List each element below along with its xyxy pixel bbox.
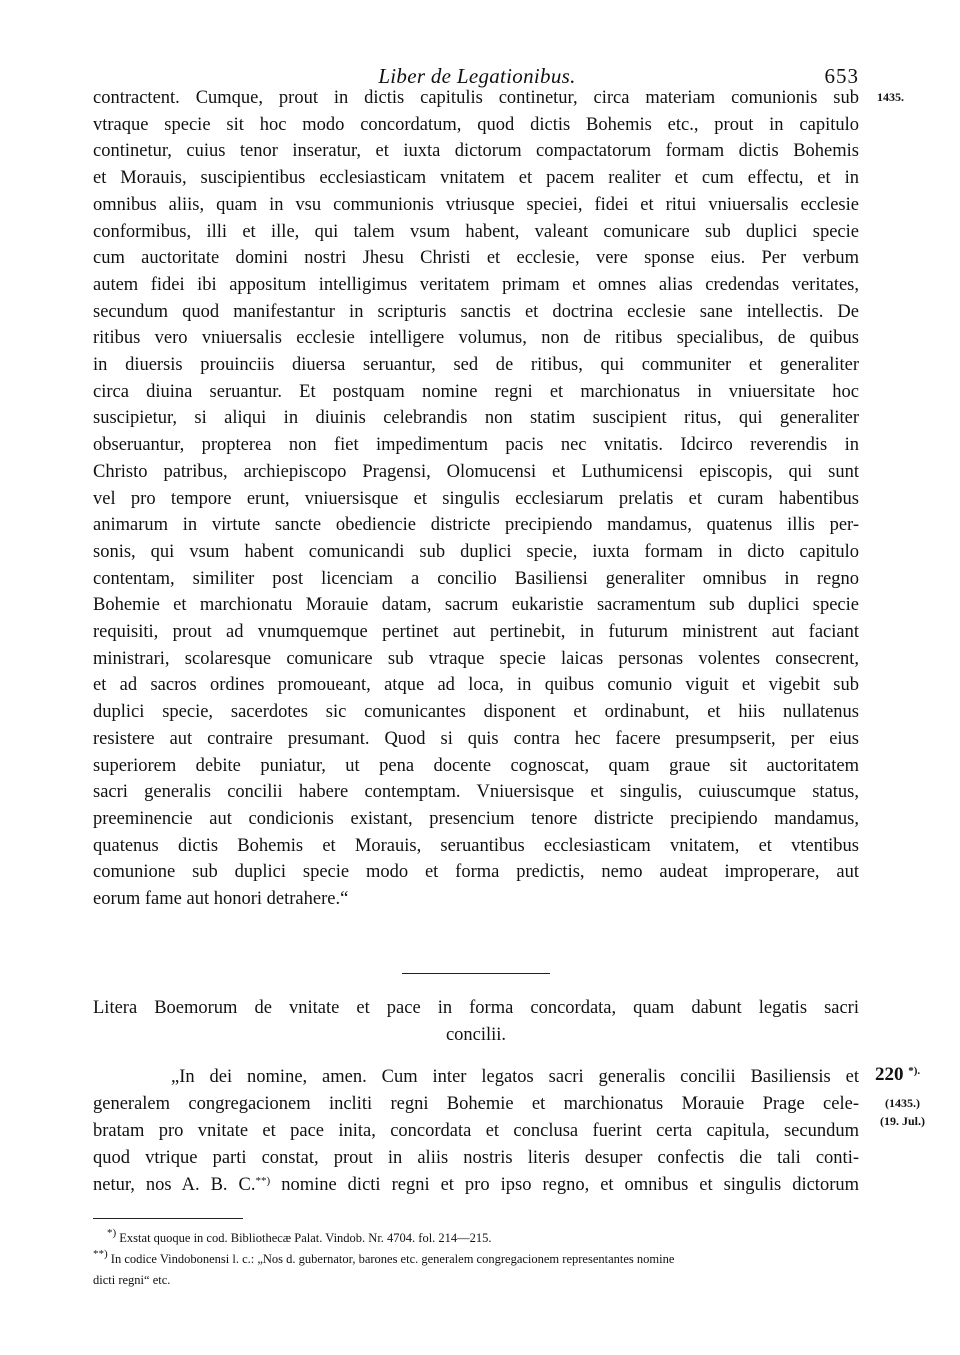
footnote-divider [93, 1218, 243, 1219]
main-text-line: sacri generalis concilii habere contemptam. Vniuersisque et singulis, cuiuscumque status, [93, 782, 859, 803]
main-text-line: autem fidei ibi appositum intelligimus veritatem primam et omnes alias credendas veritates, [93, 274, 859, 295]
document-number: 220 [875, 1064, 904, 1085]
main-text-line: comunione sub duplici specie modo et forma predictis, nemo audeat improperare, aut [93, 862, 859, 883]
main-text-line: resistere aut contraire presumant. Quod si quis contra hec facere presumpserit, per eius [93, 728, 859, 749]
main-text-body [93, 85, 859, 913]
main-text-line: animarum in virtute sancte obediencie districte precipiendo mandamus, quatenus illis per- [93, 515, 859, 536]
letter-line: generalem congregacionem incliti regni Bohemie et marchionatus Morauie Prage cele- [93, 1094, 859, 1114]
document-date-note [880, 1094, 925, 1130]
main-text-line: requisiti, prout ad vnumquemque pertinet aut pertinebit, in futurum ministrent aut faciant [93, 622, 859, 643]
main-text-line: vtraque specie sit hoc modo concordatum, quod dictis Bohemis etc., prout in capitulo [93, 114, 859, 135]
main-text-line: superiorem debite puniatur, ut pena docente cognoscat, quam graue sit auctoritatem [93, 755, 859, 776]
main-text-line: duplici specie, sacerdotes sic comunicantes disponent et ordinabunt, et hiis nullatenus [93, 702, 859, 723]
main-text-line: cum auctoritate domini nostri Jhesu Christi et ecclesie, vere sponse eius. Per verbum [93, 248, 859, 269]
main-text-line: contractent. Cumque, prout in dictis capitulis continetur, circa materiam comunionis sub [93, 88, 859, 108]
main-text-line: preeminencie aut condicionis existant, presencium tenore districte precipiendo mandamus, [93, 808, 859, 829]
main-text-line: continetur, cuius tenor inseratur, et iuxta dictorum compactatorum formam dictis Bohemis [93, 141, 859, 162]
section-heading-line-1: Litera Boemorum de vnitate et pace in forma concordata, quam dabunt legatis sacri [93, 998, 859, 1018]
main-text-line: Christo patribus, archiepiscopo Pragensi, Olomucensi et Luthumicensi episcopis, qui sunt [93, 461, 859, 482]
footnote-2-text: In codice Vindobonensi l. c.: „Nos d. gubernator, barones etc. generalem congregacionem representantes nomine [110, 1252, 675, 1266]
main-text-line: secundum quod manifestantur in scripturis sanctis et doctrina ecclesie sane intellectis. De [93, 301, 859, 322]
running-title: Liber de Legationibus. [378, 64, 576, 88]
footnote-2-continuation: dicti regni“ etc. [93, 1273, 171, 1287]
main-text-line: quatenus dictis Bohemis et Morauis, seruantibus ecclesiasticam vnitatem, et vtentibus [93, 835, 859, 856]
margin-year-note: 1435. [877, 90, 904, 104]
footnotes [93, 1228, 859, 1291]
letter-last-line-before: netur, nos A. B. C. [93, 1175, 256, 1195]
footnote-1 [93, 1228, 859, 1249]
footnote-1-mark: *) [107, 1227, 117, 1239]
main-text-line: contentam, similiter post licenciam a concilio Basiliensi generaliter omnibus in regno [93, 568, 859, 589]
document-date-year: (1435.) [885, 1096, 920, 1110]
footnote-1-text: Exstat quoque in cod. Bibliothecæ Palat. Vindob. Nr. 4704. fol. 214—215. [119, 1231, 492, 1245]
document-date-day: (19. Jul.) [880, 1114, 925, 1128]
main-text-line: in diuersis prouinciis diuersa seruantur, sed de ritibus, qui communiter et generaliter [93, 355, 859, 376]
section-heading-line-2: concilii. [445, 1024, 507, 1045]
main-text-line: obseruantur, propterea non fiet impedimentum pacis nec vnitatis. Idcirco reverendis in [93, 435, 859, 456]
section-divider [402, 973, 550, 974]
main-text-line: suscipietur, si aliqui in diuinis celebrandis non statim suscipient ritus, qui generaliter [93, 408, 859, 429]
letter-last-line [93, 1172, 859, 1199]
main-text-line: et Morauis, suscipientibus ecclesiasticam vnitatem et pacem realiter et cum effectu, et in [93, 168, 859, 189]
main-text-line: ritibus vero vniuersalis ecclesie intelligere volumus, non de ritibus specialibus, de quibus [93, 328, 859, 349]
main-text-line: eorum fame aut honori detrahere.“ [93, 889, 349, 910]
letter-line: bratam pro vnitate et pace inita, concordata et conclusa fuerint certa capitula, secundum [93, 1121, 859, 1141]
letter-line: quod vtrique parti constat, prout in aliis nostris literis desuper confectis die tali conti- [93, 1148, 859, 1168]
section-heading [93, 995, 859, 1048]
main-text-line: conformibus, illi et ille, qui talem vsum habent, valeant comunicare sub duplici specie [93, 221, 859, 242]
main-text-line: omnibus aliis, quam in vsu communionis vtriusque speciei, fidei et ritui vniuersalis ecclesie [93, 194, 859, 215]
letter-text-body [93, 1064, 859, 1199]
letter-lines [93, 1064, 859, 1172]
document-number-mark: *). [908, 1065, 921, 1077]
footnote-ref-double: **) [255, 1175, 271, 1187]
main-text-line: Bohemie et marchionatu Morauie datam, sacrum eukaristie sacramentum sub duplici specie [93, 595, 859, 616]
main-text-line: vel pro tempore erunt, vniuersisque et singulis ecclesiarum prelatis et curam habentibus [93, 488, 859, 509]
document-number-note [875, 1064, 920, 1086]
footnote-2 [93, 1249, 859, 1270]
main-text-line: circa diuina seruantur. Et postquam nomine regni et marchionatus in vniuersitate hoc [93, 381, 859, 402]
footnote-2-mark: **) [93, 1248, 108, 1260]
main-text-line: sonis, qui vsum habent comunicandi sub duplici specie, iuxta formam in dicto capitulo [93, 541, 859, 562]
main-text-line: ministrari, scolaresque comunicare sub vtraque specie laicas personas volentes consecrent, [93, 648, 859, 669]
page-number: 653 [824, 64, 859, 88]
letter-line: „In dei nomine, amen. Cum inter legatos sacri generalis concilii Basiliensis et [171, 1067, 859, 1087]
letter-last-line-after: nomine dicti regni et pro ipso regno, et omnibus et singulis dictorum [270, 1175, 859, 1195]
main-text-line: et ad sacros ordines promoueant, atque ad loca, in quibus comunio viguit et vigebit sub [93, 675, 859, 696]
